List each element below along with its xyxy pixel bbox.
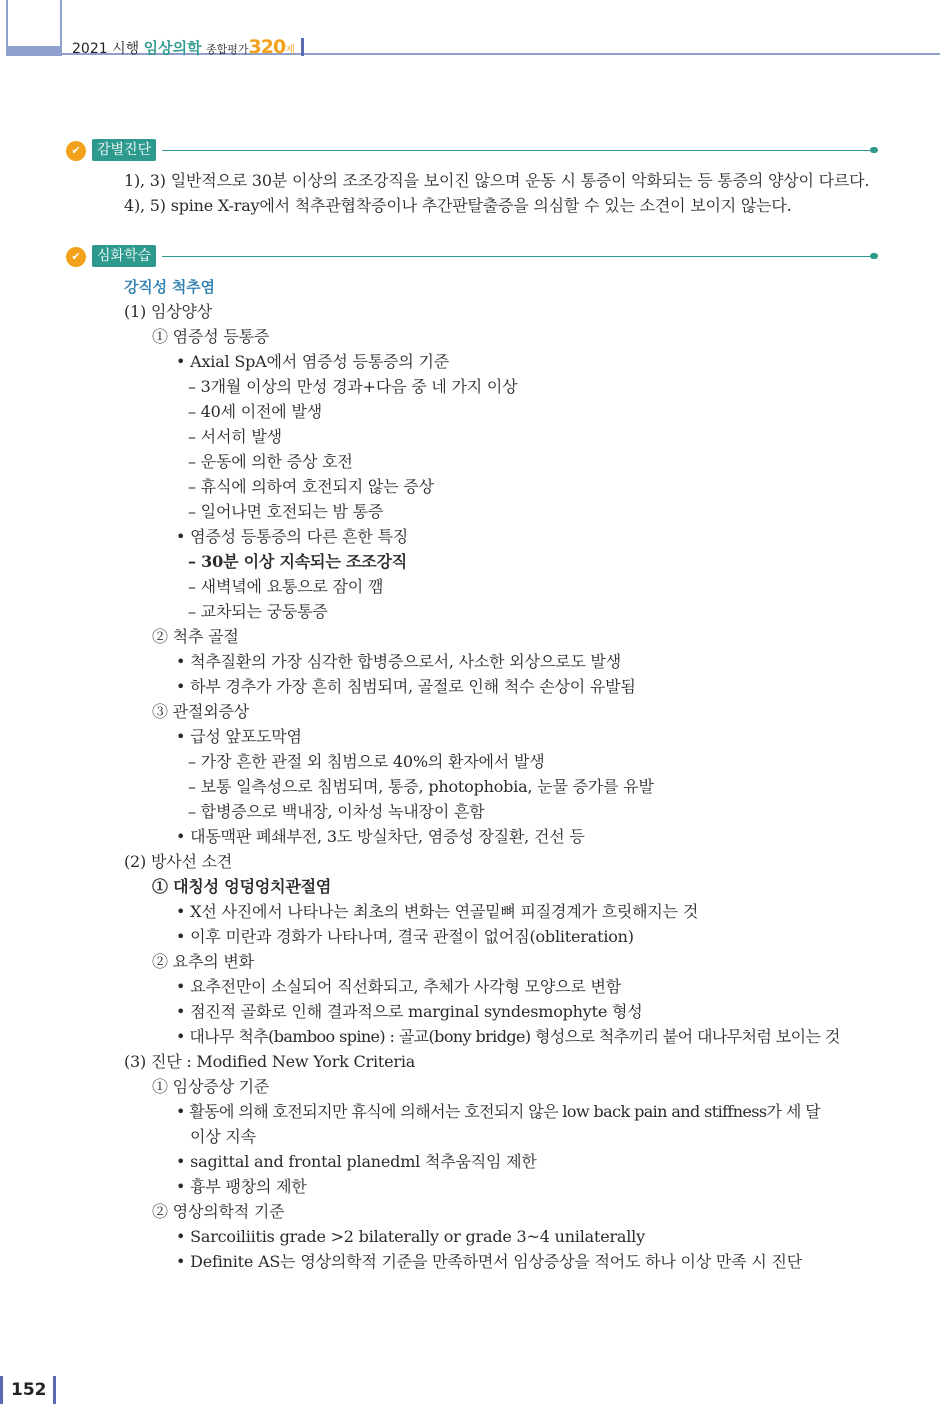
- outline-dash: – 서서히 발생: [188, 427, 282, 446]
- outline-bullet: • 이후 미란과 경화가 나타나며, 결국 관절이 없어짐(obliteration): [176, 927, 634, 946]
- header-count-suffix: 제: [285, 45, 295, 56]
- topic-title: 강직성 척추염: [124, 278, 215, 296]
- outline-bullet: • 점진적 골화로 인해 결과적으로 marginal syndesmophyte 형성: [176, 1002, 643, 1021]
- outline-bullet: • Axial SpA에서 염증성 등통증의 기준: [176, 352, 449, 371]
- outline-bullet: • 요추전만이 소실되어 직선화되고, 추체가 사각형 모양으로 변함: [176, 977, 621, 996]
- outline-dash: – 교차되는 궁둥통증: [188, 602, 328, 621]
- outline-bullet: • X선 사진에서 나타나는 최초의 변화는 연골밑뼈 피질경계가 흐릿해지는 것: [176, 902, 699, 921]
- outline-dash: – 휴식에 의하여 호전되지 않는 증상: [188, 477, 434, 496]
- outline-heading: (3) 진단 : Modified New York Criteria: [124, 1052, 416, 1071]
- header-year: 2021 시행: [72, 41, 140, 57]
- outline-subheading: ① 대칭성 엉덩엉치관절염: [152, 877, 332, 896]
- outline-dash: – 40세 이전에 발생: [188, 402, 322, 421]
- outline-bullet-continuation: 이상 지속: [190, 1127, 256, 1146]
- section-differential-label: 감별진단: [92, 139, 156, 161]
- outline-bullet: • 하부 경추가 가장 흔히 침범되며, 골절로 인해 척수 손상이 유발됨: [176, 677, 636, 696]
- header-series: 종합평가: [206, 43, 249, 56]
- outline-subheading: ① 임상증상 기준: [152, 1077, 270, 1096]
- outline-subheading: ② 척추 골절: [152, 627, 239, 646]
- outline-dash: – 30분 이상 지속되는 조조강직: [188, 552, 407, 571]
- outline-bullet: • Definite AS는 영상의학적 기준을 만족하면서 임상증상을 적어도 하나 이상 만족 시 진단: [176, 1252, 802, 1271]
- outline-bullet: • 염증성 등통증의 다른 흔한 특징: [176, 527, 408, 546]
- outline-heading: (1) 임상양상: [124, 302, 212, 321]
- section-rule-end: [870, 253, 878, 259]
- outline-subheading: ③ 관절외증상: [152, 702, 249, 721]
- outline-dash: – 합병증으로 백내장, 이차성 녹내장이 흔함: [188, 802, 485, 821]
- outline-dash: – 운동에 의한 증상 호전: [188, 452, 353, 471]
- outline-bullet: • 급성 앞포도막염: [176, 727, 302, 746]
- differential-line: 4), 5) spine X-ray에서 척추관협착증이나 추간판탈출증을 의심할 수 있는 소견이 보이지 않는다.: [124, 196, 792, 215]
- header-corner-tab: [6, 0, 62, 56]
- header-subject: 임상의학: [143, 39, 202, 57]
- section-advanced-label: 심화학습: [92, 245, 156, 267]
- outline-bullet: • 척추질환의 가장 심각한 합병증으로서, 사소한 외상으로도 발생: [176, 652, 621, 671]
- outline-bullet: • Sarcoiliitis grade >2 bilaterally or grade 3~4 unilaterally: [176, 1227, 645, 1246]
- running-header: [72, 36, 304, 58]
- outline-dash: – 일어나면 호전되는 밤 통증: [188, 502, 384, 521]
- header-count: 320: [248, 36, 286, 58]
- outline-subheading: ② 영상의학적 기준: [152, 1202, 285, 1221]
- outline-dash: – 가장 흔한 관절 외 침범으로 40%의 환자에서 발생: [188, 752, 545, 771]
- outline-dash: – 3개월 이상의 만성 경과+다음 중 네 가지 이상: [188, 377, 518, 396]
- outline-bullet: • sagittal and frontal planedml 척추움직임 제한: [176, 1152, 537, 1171]
- outline-heading: (2) 방사선 소견: [124, 852, 233, 871]
- section-rule-end: [870, 147, 878, 153]
- page-number: 152: [0, 1376, 56, 1404]
- outline-bullet: • 흉부 팽창의 제한: [176, 1177, 307, 1196]
- check-badge-icon: ✔: [66, 247, 86, 267]
- differential-line: 1), 3) 일반적으로 30분 이상의 조조강직을 보이진 않으며 운동 시 통증이 악화되는 등 통증의 양상이 다르다.: [124, 171, 870, 190]
- section-advanced-banner: [66, 245, 878, 269]
- outline-dash: – 보통 일측성으로 침범되며, 통증, photophobia, 눈물 증가를 유발: [188, 777, 654, 796]
- header-divider: [301, 38, 304, 56]
- section-rule: [162, 150, 872, 151]
- outline-dash: – 새벽녘에 요통으로 잠이 깸: [188, 577, 384, 596]
- outline-subheading: ① 염증성 등통증: [152, 327, 270, 346]
- check-badge-icon: ✔: [66, 141, 86, 161]
- outline-bullet: • 대동맥판 폐쇄부전, 3도 방실차단, 염증성 장질환, 건선 등: [176, 827, 585, 846]
- outline-bullet: • 대나무 척추(bamboo spine) : 골교(bony bridge) 형성으로 척추끼리 붙어 대나무처럼 보이는 것: [176, 1027, 840, 1046]
- outline-subheading: ② 요추의 변화: [152, 952, 254, 971]
- outline-bullet: • 활동에 의해 호전되지만 휴식에 의해서는 호전되지 않은 low back pain and stiffness가 세 달: [176, 1102, 821, 1121]
- section-differential-banner: [66, 139, 878, 163]
- section-rule: [162, 256, 872, 257]
